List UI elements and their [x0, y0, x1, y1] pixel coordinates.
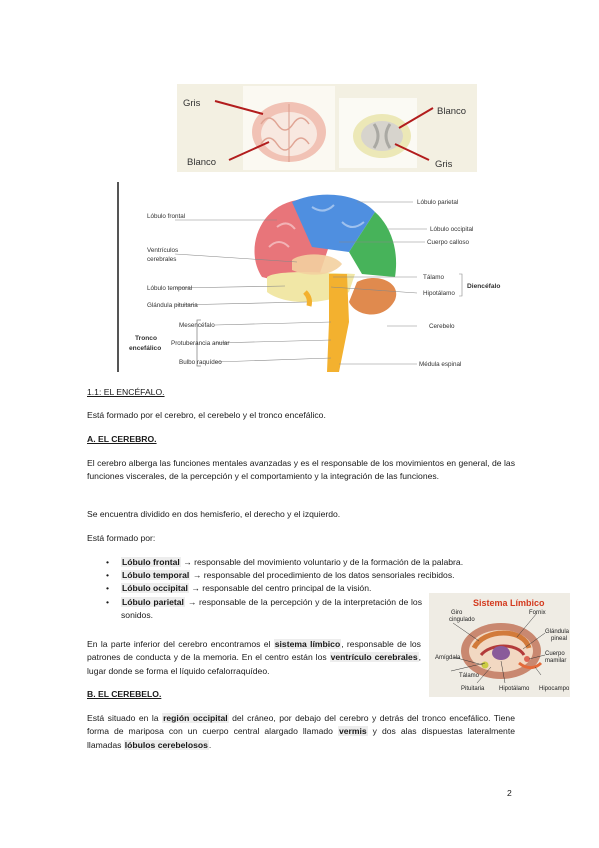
limbic-label-hipocampo: Hipocampo [539, 686, 570, 692]
limbic-label-fornix: Fornix [529, 610, 546, 616]
term-vermis: vermis [338, 726, 367, 737]
label-diencefalo: Diencéfalo [467, 283, 501, 290]
limbic-label-hipotalamo: Hipotálamo [499, 686, 530, 692]
cerebro-paragraph-2: Se encuentra dividido en dos hemisferio, el derecho y el izquierdo. [87, 509, 341, 519]
label-ventriculos-l2: cerebrales [147, 256, 177, 263]
bullet-icon: • [106, 570, 110, 581]
term-sistema-limbico: sistema límbico [274, 639, 341, 649]
gray-white-matter-illustration [177, 84, 477, 172]
cerebelo-text-2: del cráneo, por debajo del cerebro y detrás del tronco encefálico. Tiene forma de mariposa con un cuerpo central alargado llamado [87, 713, 515, 737]
lobe-name: Lóbulo temporal [122, 570, 190, 581]
section-title: 1.1: EL ENCÉFALO. [87, 387, 165, 397]
limbic-label-cuerpo: Cuerpo [545, 651, 565, 657]
term-lobulos-cerebelosos: lóbulos cerebelosos [124, 739, 208, 750]
bullet-icon: • [106, 583, 110, 594]
formado-por: Está formado por: [87, 533, 156, 543]
arrow-icon: → [192, 570, 202, 581]
cerebelo-text-4: . [208, 739, 212, 750]
limbic-label-glandula: Glándula [545, 629, 570, 635]
label-mesencefalo: Mesencéfalo [179, 322, 215, 329]
label-gris-right: Gris [435, 159, 453, 170]
lobe-desc: responsable del movimiento voluntario y de la formación de la palabra. [194, 557, 464, 567]
lobe-desc: responsable del procedimiento de los datos sensoriales recibidos. [203, 570, 455, 581]
arrow-icon: → [183, 557, 192, 567]
label-talamo: Tálamo [423, 274, 444, 281]
limbic-title: Sistema Límbico [473, 598, 545, 608]
label-ventriculos-l1: Ventrículos [147, 247, 179, 254]
label-lobulo-frontal: Lóbulo frontal [147, 213, 186, 220]
label-encefalico: encefálico [129, 345, 162, 352]
label-protuberancia: Protuberancia anular [171, 340, 230, 347]
limbic-system-illustration [429, 593, 570, 697]
figure-gray-white-matter [177, 84, 477, 172]
cerebelo-text-3: y dos alas dispuestas lateralmente llamadas [87, 726, 515, 750]
cerebelo-paragraph [87, 712, 515, 752]
lobe-name: Lóbulo frontal [122, 557, 180, 567]
page-number: 2 [507, 788, 512, 798]
label-cuerpo-calloso: Cuerpo calloso [427, 239, 470, 246]
heading-cerebro: A. EL CEREBRO. [87, 434, 157, 444]
label-lobulo-occipital: Lóbulo occipital [430, 226, 474, 233]
arrow-icon: → [187, 596, 197, 607]
cerebelo-text-1: Está situado en la [87, 713, 163, 723]
limbic-label-pituitaria: Pituitaria [461, 686, 485, 692]
lobe-desc: responsable de la percepción y de la interpretación de los sonidos. [121, 596, 423, 620]
limbic-text-3: , lugar donde se forma el líquido cefalorraquídeo. [87, 652, 421, 676]
heading-cerebelo: B. EL CEREBELO. [87, 689, 162, 699]
figure-brain-parts [117, 182, 520, 372]
lobe-name: Lóbulo occipital [122, 583, 188, 594]
label-hipotalamo: Hipotálamo [423, 290, 455, 297]
list-item [104, 596, 422, 622]
lobe-name: Lóbulo parietal [122, 596, 184, 607]
figure-limbic-system [429, 593, 570, 697]
term-region-occipital: región occipital [163, 713, 228, 723]
label-lobulo-parietal: Lóbulo parietal [417, 199, 459, 206]
limbic-label-amigdala: Amígdala [435, 655, 461, 661]
bullet-icon: • [106, 557, 110, 567]
label-tronco: Tronco [135, 335, 157, 342]
limbic-label-giro: Giro [451, 610, 463, 616]
label-blanco-left: Blanco [187, 157, 217, 168]
label-glandula-pituitaria: Glándula pituitaria [147, 302, 198, 309]
cerebro-paragraph-1: El cerebro alberga las funciones mentales avanzadas y es el responsable de los movimientos en general, de las funciones viscerales, de la percepción y el comportamiento y la integración de las funciones. [87, 458, 515, 482]
limbic-label-mamilar: mamilar [545, 658, 567, 664]
arrow-icon: → [191, 583, 200, 594]
intro-paragraph: Está formado por el cerebro, el cerebelo y el tronco encefálico. [87, 410, 326, 420]
list-item [104, 556, 531, 569]
list-item [104, 569, 531, 582]
label-bulbo: Bulbo raquídeo [179, 359, 222, 366]
list-item [104, 582, 422, 595]
limbic-text-1: En la parte inferior del cerebro encontramos el [87, 639, 274, 649]
brain-parts-illustration [117, 182, 520, 372]
limbic-text-2: , responsable de los patrones de conducta y de la memoria. En el centro están los [87, 639, 421, 663]
label-lobulo-temporal: Lóbulo temporal [147, 285, 193, 292]
limbic-label-cingulado: cingulado [449, 617, 475, 623]
label-cerebelo: Cerebelo [429, 323, 455, 330]
limbic-label-pineal: pineal [551, 636, 568, 642]
limbic-paragraph [87, 638, 421, 678]
label-blanco-right: Blanco [437, 106, 467, 117]
lobe-desc: responsable del centro principal de la visión. [202, 583, 372, 594]
label-medula-espinal: Médula espinal [419, 361, 462, 368]
limbic-label-talamo: Tálamo [459, 673, 480, 679]
label-gris-left: Gris [183, 98, 201, 109]
bullet-icon: • [106, 596, 110, 607]
term-ventriculo-cerebrales: ventrículo cerebrales [330, 652, 418, 663]
